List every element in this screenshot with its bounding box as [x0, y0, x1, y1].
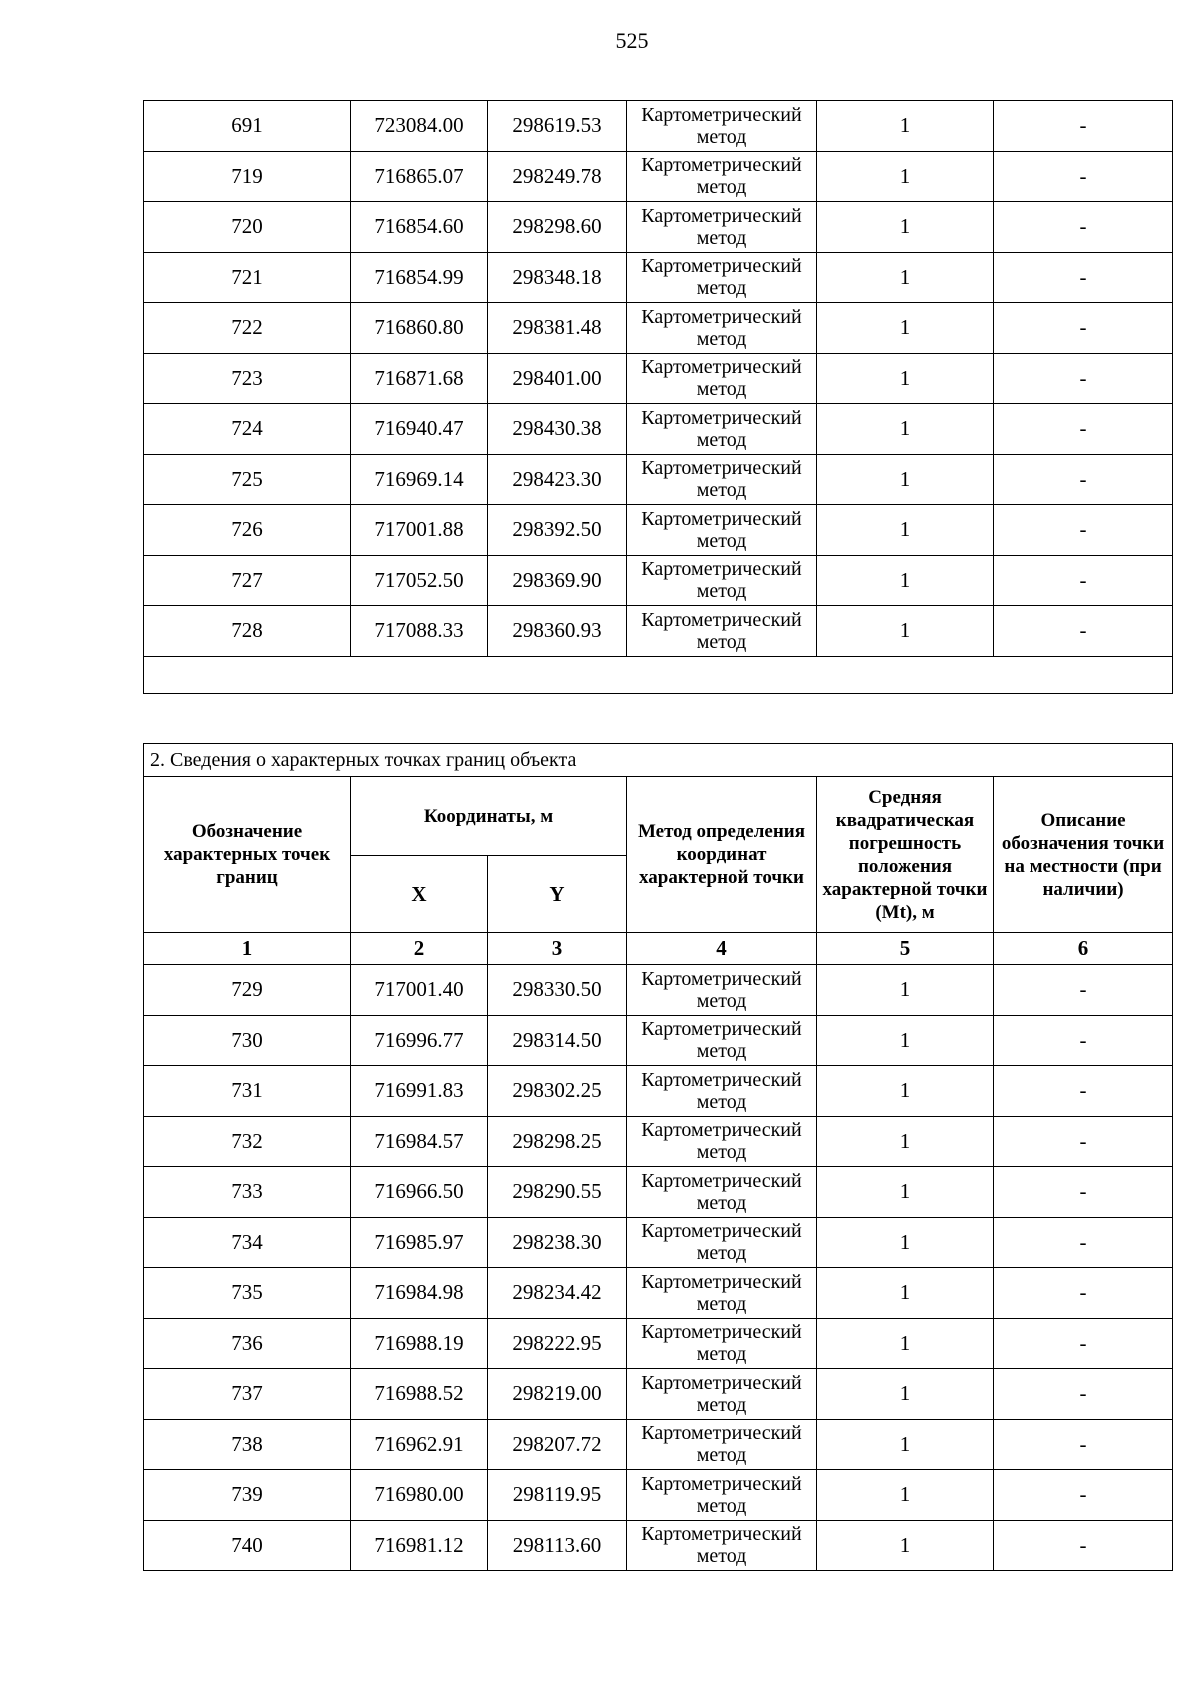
error-cell: 1	[817, 454, 994, 505]
method-cell: Картометрический метод	[627, 353, 817, 404]
description-cell: -	[994, 252, 1173, 303]
table-row	[144, 1268, 1173, 1319]
x-coordinate-cell: 716988.19	[351, 1318, 488, 1369]
error-cell: 1	[817, 965, 994, 1016]
description-cell: -	[994, 1116, 1173, 1167]
error-cell: 1	[817, 555, 994, 606]
column-numbers-row	[144, 933, 1173, 965]
error-cell: 1	[817, 101, 994, 152]
x-coordinate-cell: 716985.97	[351, 1217, 488, 1268]
description-cell: -	[994, 1167, 1173, 1218]
x-coordinate-cell: 716984.57	[351, 1116, 488, 1167]
method-cell: Картометрический метод	[627, 1369, 817, 1420]
column-number: 3	[488, 933, 627, 965]
empty-row	[144, 656, 1173, 693]
point-id-cell: 721	[144, 252, 351, 303]
y-coordinate-cell: 298360.93	[488, 606, 627, 657]
point-id-cell: 733	[144, 1167, 351, 1218]
x-coordinate-cell: 716854.99	[351, 252, 488, 303]
method-cell: Картометрический метод	[627, 202, 817, 253]
x-coordinate-cell: 716860.80	[351, 303, 488, 354]
error-cell: 1	[817, 1470, 994, 1521]
x-coordinate-cell: 716988.52	[351, 1369, 488, 1420]
table-row	[144, 202, 1173, 253]
table2-body	[144, 965, 1173, 1571]
description-cell: -	[994, 1369, 1173, 1420]
description-cell: -	[994, 1520, 1173, 1571]
point-id-cell: 734	[144, 1217, 351, 1268]
point-id-cell: 722	[144, 303, 351, 354]
header-error: Средняя квадратическая погрешность положения характерной точки (Mt), м	[817, 777, 994, 933]
header-x: X	[351, 856, 488, 933]
x-coordinate-cell: 716984.98	[351, 1268, 488, 1319]
point-id-cell: 729	[144, 965, 351, 1016]
point-id-cell: 724	[144, 404, 351, 455]
y-coordinate-cell: 298119.95	[488, 1470, 627, 1521]
point-id-cell: 728	[144, 606, 351, 657]
method-cell: Картометрический метод	[627, 1419, 817, 1470]
point-id-cell: 719	[144, 151, 351, 202]
y-coordinate-cell: 298298.60	[488, 202, 627, 253]
table-row	[144, 965, 1173, 1016]
y-coordinate-cell: 298423.30	[488, 454, 627, 505]
point-id-cell: 723	[144, 353, 351, 404]
table-row	[144, 151, 1173, 202]
x-coordinate-cell: 716996.77	[351, 1015, 488, 1066]
table-row	[144, 1470, 1173, 1521]
description-cell: -	[994, 1470, 1173, 1521]
error-cell: 1	[817, 1217, 994, 1268]
column-number: 4	[627, 933, 817, 965]
point-id-cell: 739	[144, 1470, 351, 1521]
table-row	[144, 1369, 1173, 1420]
header-method: Метод определения координат характерной точки	[627, 777, 817, 933]
description-cell: -	[994, 353, 1173, 404]
error-cell: 1	[817, 151, 994, 202]
description-cell: -	[994, 1217, 1173, 1268]
method-cell: Картометрический метод	[627, 1116, 817, 1167]
x-coordinate-cell: 716865.07	[351, 151, 488, 202]
y-coordinate-cell: 298290.55	[488, 1167, 627, 1218]
y-coordinate-cell: 298234.42	[488, 1268, 627, 1319]
x-coordinate-cell: 716854.60	[351, 202, 488, 253]
table-row	[144, 1318, 1173, 1369]
method-cell: Картометрический метод	[627, 303, 817, 354]
method-cell: Картометрический метод	[627, 965, 817, 1016]
point-id-cell: 731	[144, 1066, 351, 1117]
x-coordinate-cell: 716940.47	[351, 404, 488, 455]
description-cell: -	[994, 555, 1173, 606]
table-caption: 2. Сведения о характерных точках границ объекта	[144, 744, 1173, 777]
description-cell: -	[994, 1015, 1173, 1066]
x-coordinate-cell: 716962.91	[351, 1419, 488, 1470]
y-coordinate-cell: 298314.50	[488, 1015, 627, 1066]
column-number: 5	[817, 933, 994, 965]
boundary-points-table	[143, 743, 1173, 1571]
y-coordinate-cell: 298619.53	[488, 101, 627, 152]
description-cell: -	[994, 1318, 1173, 1369]
method-cell: Картометрический метод	[627, 101, 817, 152]
point-id-cell: 725	[144, 454, 351, 505]
description-cell: -	[994, 606, 1173, 657]
table-row	[144, 1116, 1173, 1167]
method-cell: Картометрический метод	[627, 1167, 817, 1218]
description-cell: -	[994, 202, 1173, 253]
x-coordinate-cell: 716966.50	[351, 1167, 488, 1218]
y-coordinate-cell: 298249.78	[488, 151, 627, 202]
error-cell: 1	[817, 1167, 994, 1218]
header-y: Y	[488, 856, 627, 933]
table-row	[144, 303, 1173, 354]
y-coordinate-cell: 298369.90	[488, 555, 627, 606]
error-cell: 1	[817, 1318, 994, 1369]
y-coordinate-cell: 298219.00	[488, 1369, 627, 1420]
error-cell: 1	[817, 1066, 994, 1117]
y-coordinate-cell: 298222.95	[488, 1318, 627, 1369]
table-row	[144, 555, 1173, 606]
page-number: 525	[615, 28, 649, 53]
table1-body	[144, 101, 1173, 694]
y-coordinate-cell: 298392.50	[488, 505, 627, 556]
description-cell: -	[994, 303, 1173, 354]
table-row	[144, 1066, 1173, 1117]
point-id-cell: 730	[144, 1015, 351, 1066]
table-row	[144, 606, 1173, 657]
error-cell: 1	[817, 1015, 994, 1066]
method-cell: Картометрический метод	[627, 1217, 817, 1268]
y-coordinate-cell: 298298.25	[488, 1116, 627, 1167]
method-cell: Картометрический метод	[627, 151, 817, 202]
table-row	[144, 454, 1173, 505]
x-coordinate-cell: 716980.00	[351, 1470, 488, 1521]
method-cell: Картометрический метод	[627, 1015, 817, 1066]
table-row	[144, 1217, 1173, 1268]
description-cell: -	[994, 1066, 1173, 1117]
error-cell: 1	[817, 404, 994, 455]
column-number: 1	[144, 933, 351, 965]
description-cell: -	[994, 404, 1173, 455]
error-cell: 1	[817, 1419, 994, 1470]
header-designation: Обозначение характерных точек границ	[144, 777, 351, 933]
table-row	[144, 252, 1173, 303]
error-cell: 1	[817, 353, 994, 404]
y-coordinate-cell: 298348.18	[488, 252, 627, 303]
table-row	[144, 1419, 1173, 1470]
point-id-cell: 740	[144, 1520, 351, 1571]
x-coordinate-cell: 723084.00	[351, 101, 488, 152]
method-cell: Картометрический метод	[627, 1470, 817, 1521]
method-cell: Картометрический метод	[627, 454, 817, 505]
description-cell: -	[994, 101, 1173, 152]
table-row	[144, 1520, 1173, 1571]
x-coordinate-cell: 716969.14	[351, 454, 488, 505]
table-row	[144, 404, 1173, 455]
column-number: 2	[351, 933, 488, 965]
error-cell: 1	[817, 606, 994, 657]
y-coordinate-cell: 298302.25	[488, 1066, 627, 1117]
point-id-cell: 720	[144, 202, 351, 253]
description-cell: -	[994, 454, 1173, 505]
point-id-cell: 735	[144, 1268, 351, 1319]
point-id-cell: 737	[144, 1369, 351, 1420]
error-cell: 1	[817, 1520, 994, 1571]
x-coordinate-cell: 717001.40	[351, 965, 488, 1016]
description-cell: -	[994, 505, 1173, 556]
error-cell: 1	[817, 505, 994, 556]
y-coordinate-cell: 298401.00	[488, 353, 627, 404]
empty-cell	[144, 656, 1173, 693]
table-row	[144, 353, 1173, 404]
y-coordinate-cell: 298430.38	[488, 404, 627, 455]
point-id-cell: 727	[144, 555, 351, 606]
method-cell: Картометрический метод	[627, 1520, 817, 1571]
column-number: 6	[994, 933, 1173, 965]
error-cell: 1	[817, 252, 994, 303]
header-coordinates: Координаты, м	[351, 777, 627, 856]
coordinates-table-continued	[143, 100, 1173, 694]
y-coordinate-cell: 298113.60	[488, 1520, 627, 1571]
error-cell: 1	[817, 1268, 994, 1319]
method-cell: Картометрический метод	[627, 1318, 817, 1369]
point-id-cell: 726	[144, 505, 351, 556]
x-coordinate-cell: 716981.12	[351, 1520, 488, 1571]
error-cell: 1	[817, 202, 994, 253]
table-row	[144, 1167, 1173, 1218]
x-coordinate-cell: 717088.33	[351, 606, 488, 657]
description-cell: -	[994, 151, 1173, 202]
point-id-cell: 691	[144, 101, 351, 152]
y-coordinate-cell: 298330.50	[488, 965, 627, 1016]
description-cell: -	[994, 965, 1173, 1016]
table-row	[144, 505, 1173, 556]
error-cell: 1	[817, 1116, 994, 1167]
point-id-cell: 732	[144, 1116, 351, 1167]
method-cell: Картометрический метод	[627, 505, 817, 556]
x-coordinate-cell: 716871.68	[351, 353, 488, 404]
point-id-cell: 736	[144, 1318, 351, 1369]
method-cell: Картометрический метод	[627, 1066, 817, 1117]
method-cell: Картометрический метод	[627, 1268, 817, 1319]
method-cell: Картометрический метод	[627, 404, 817, 455]
method-cell: Картометрический метод	[627, 252, 817, 303]
x-coordinate-cell: 716991.83	[351, 1066, 488, 1117]
error-cell: 1	[817, 1369, 994, 1420]
header-description: Описание обозначения точки на местности (при наличии)	[994, 777, 1173, 933]
description-cell: -	[994, 1419, 1173, 1470]
method-cell: Картометрический метод	[627, 555, 817, 606]
x-coordinate-cell: 717001.88	[351, 505, 488, 556]
y-coordinate-cell: 298207.72	[488, 1419, 627, 1470]
error-cell: 1	[817, 303, 994, 354]
table-row	[144, 1015, 1173, 1066]
description-cell: -	[994, 1268, 1173, 1319]
table-row	[144, 101, 1173, 152]
method-cell: Картометрический метод	[627, 606, 817, 657]
x-coordinate-cell: 717052.50	[351, 555, 488, 606]
point-id-cell: 738	[144, 1419, 351, 1470]
y-coordinate-cell: 298381.48	[488, 303, 627, 354]
y-coordinate-cell: 298238.30	[488, 1217, 627, 1268]
